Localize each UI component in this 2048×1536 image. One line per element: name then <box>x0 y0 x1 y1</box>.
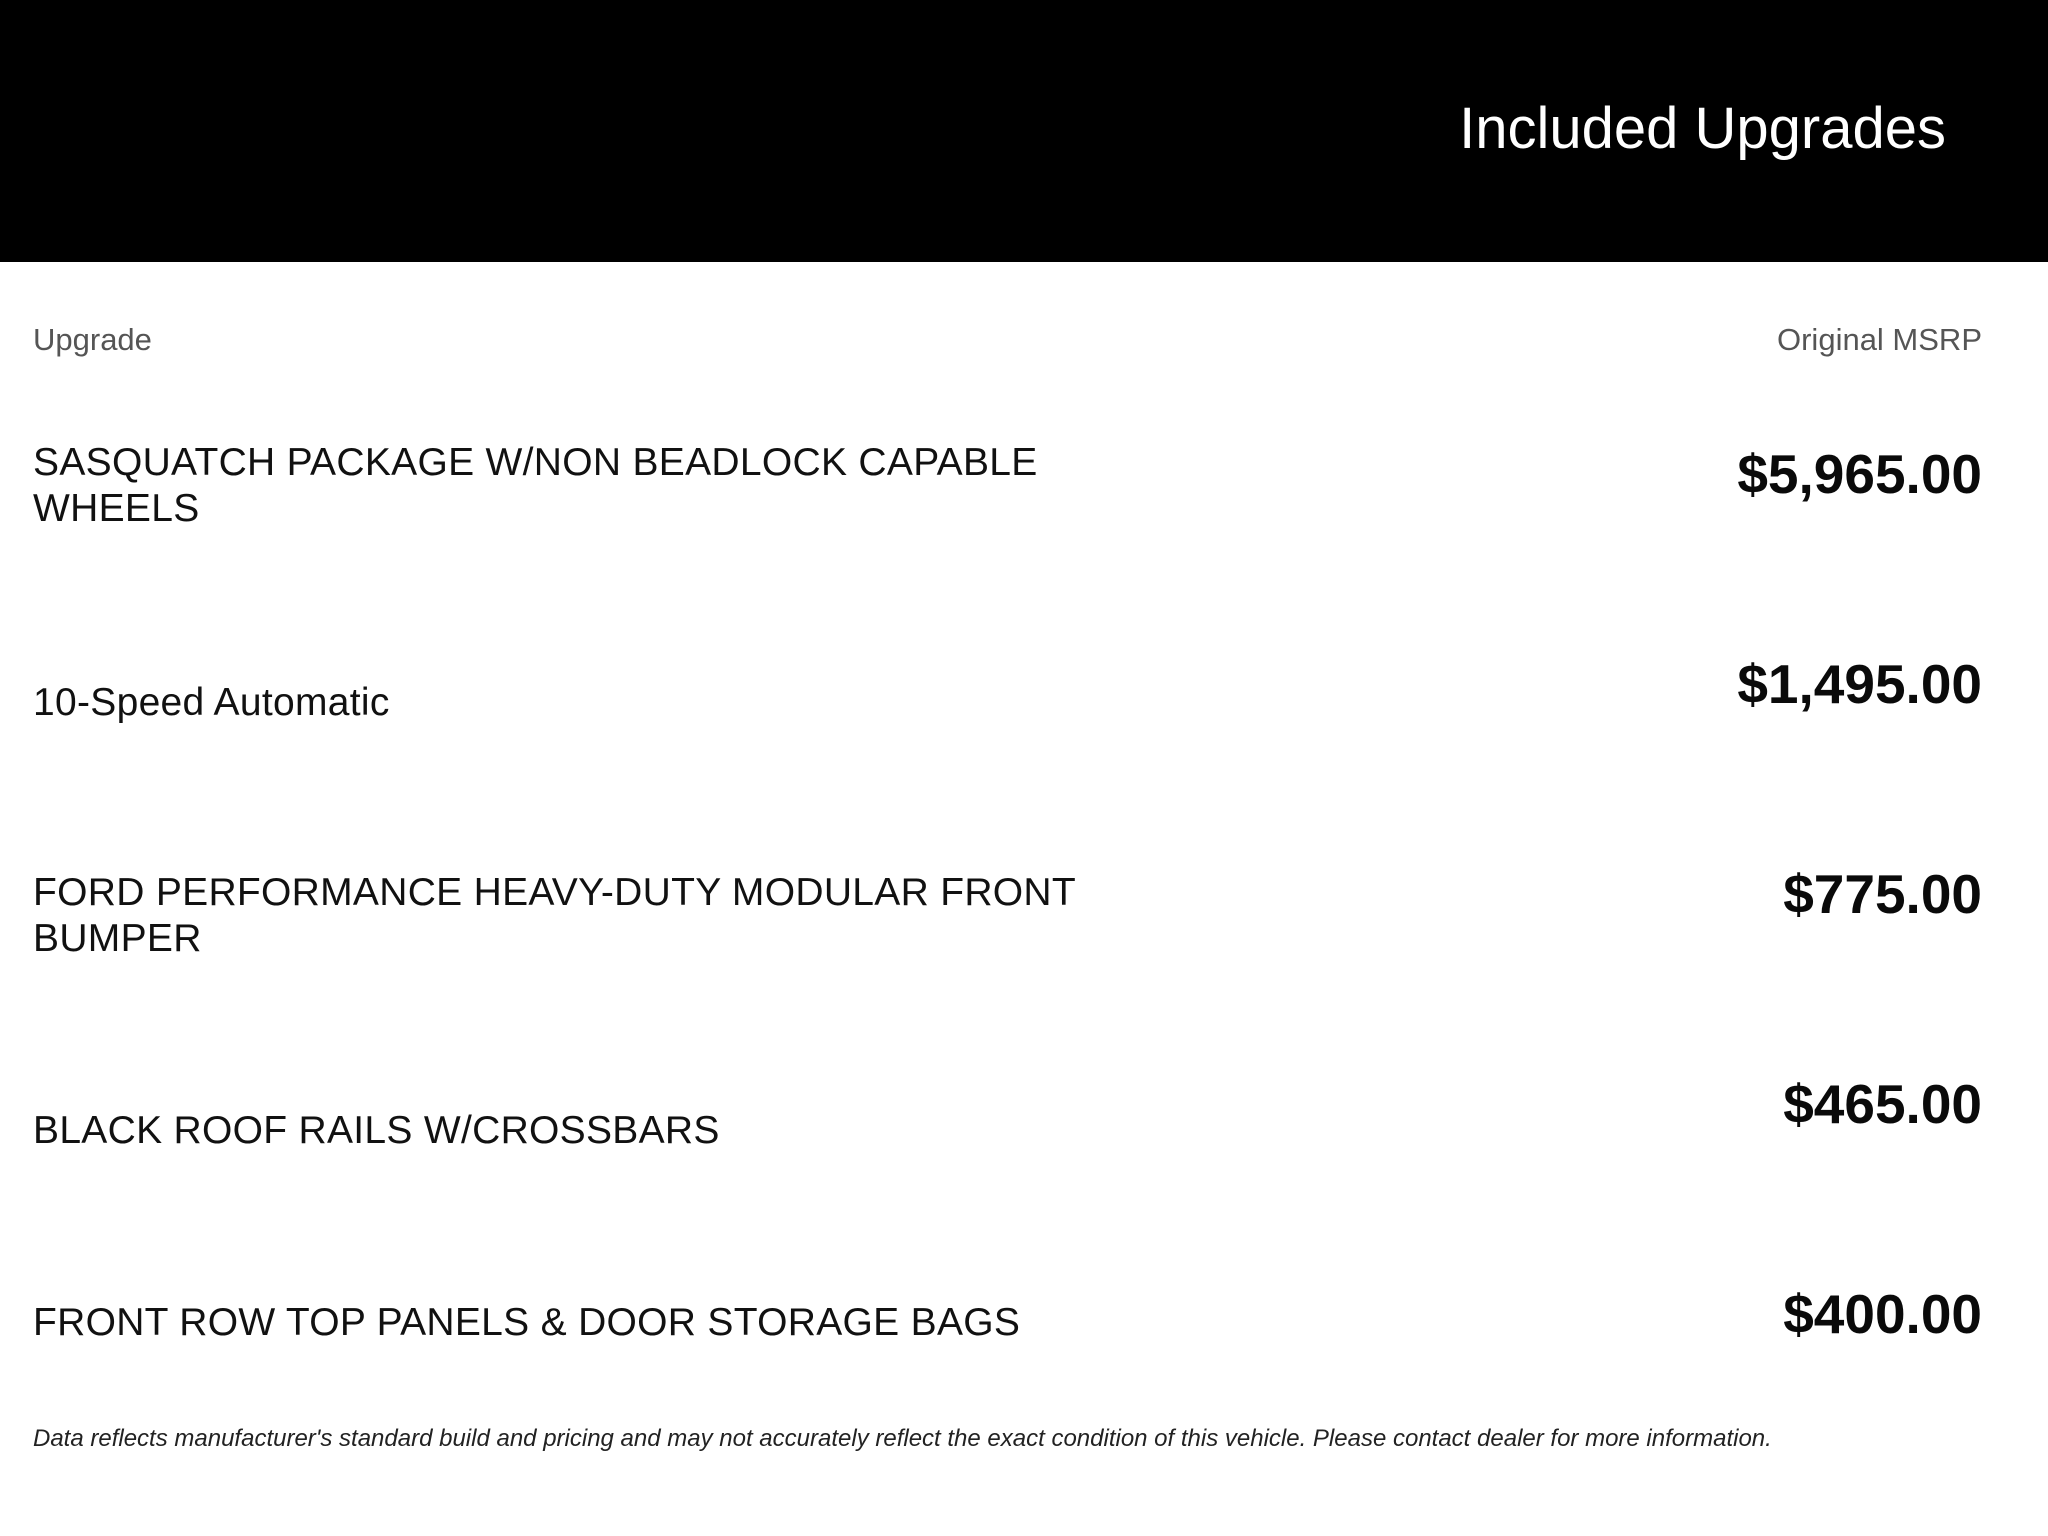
disclaimer-text: Data reflects manufacturer's standard build and pricing and may not accurately reflect the exact condition of this vehicle. Please contact dealer for more information. <box>33 1425 1772 1452</box>
upgrade-price: $775.00 <box>1783 863 1982 925</box>
page-title: Included Upgrades <box>1459 96 1946 161</box>
table-row <box>0 432 2048 632</box>
upgrade-name: BLACK ROOF RAILS W/CROSSBARS <box>33 1109 720 1152</box>
upgrade-name: 10-Speed Automatic <box>33 681 390 724</box>
upgrade-name: SASQUATCH PACKAGE W/NON BEADLOCK CAPABLE WHEELS <box>33 441 1038 530</box>
table-row <box>0 852 2048 1052</box>
upgrade-price: $465.00 <box>1783 1073 1982 1135</box>
upgrade-name: FORD PERFORMANCE HEAVY-DUTY MODULAR FRONT BUMPER <box>33 871 1076 960</box>
header-bar <box>0 0 2048 262</box>
column-header-msrp: Original MSRP <box>1777 322 1982 357</box>
upgrade-name: FRONT ROW TOP PANELS & DOOR STORAGE BAGS <box>33 1301 1021 1344</box>
table-row <box>0 642 2048 842</box>
table-row <box>0 1062 2048 1262</box>
upgrade-price: $5,965.00 <box>1737 443 1982 505</box>
upgrade-price: $400.00 <box>1783 1283 1982 1345</box>
column-header-upgrade: Upgrade <box>33 322 152 357</box>
upgrade-price: $1,495.00 <box>1737 653 1982 715</box>
